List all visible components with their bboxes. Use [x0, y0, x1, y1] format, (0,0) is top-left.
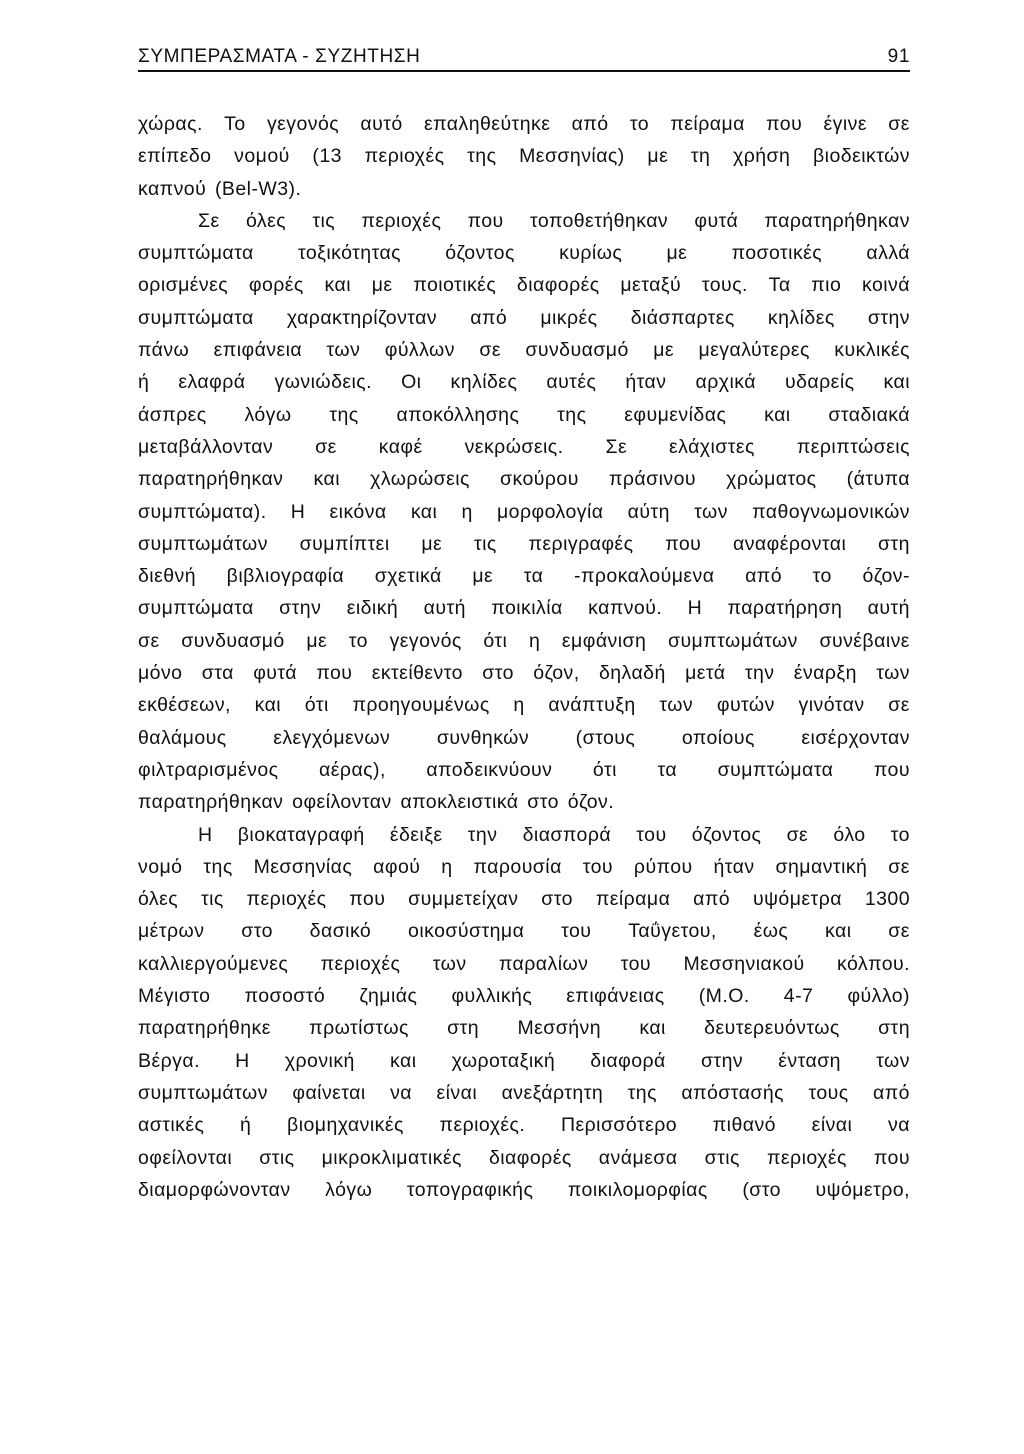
text-line: πάνω επιφάνεια των φύλλων σε συνδυασμό με μεγαλύτερες κυκλικές [138, 339, 910, 362]
text-line: θαλάμους ελεγχόμενων συνθηκών (στους οποίους εισέρχονταν [138, 726, 910, 749]
text-line: διαμορφώνονταν λόγω τοπογραφικής ποικιλομορφίας (στο υψόμετρο, [138, 1178, 910, 1201]
text-line: μόνο στα φυτά που εκτείθεντο στο όζον, δηλαδή μετά την έναρξη των [138, 662, 910, 685]
text-line: συμπτωμάτων φαίνεται να είναι ανεξάρτητη της απόστασής τους από [138, 1081, 910, 1104]
text-line: οφείλονται στις μικροκλιματικές διαφορές ανάμεσα στις περιοχές που [138, 1146, 910, 1169]
text-line: χώρας. Το γεγονός αυτό επαληθεύτηκε από το πείραμα που έγινε σε [138, 113, 910, 135]
text-line: φιλτραρισμένος αέρας), αποδεικνύουν ότι τα συμπτώματα που [138, 758, 910, 781]
text-line: Μέγιστο ποσοστό ζημιάς φυλλικής επιφάνειας (Μ.Ο. 4-7 φύλλο) [138, 985, 910, 1008]
text-line: συμπτωμάτων συμπίπτει με τις περιγραφές που αναφέρονται στη [138, 532, 910, 555]
page-number: 91 [887, 46, 910, 67]
text-line: Η βιοκαταγραφή έδειξε την διασπορά του όζοντος σε όλο το [198, 823, 910, 846]
chapter-title: ΣΥΜΠΕΡΑΣΜΑΤΑ - ΣΥΖΗΤΗΣΗ [138, 46, 421, 67]
text-line: μεταβάλλονταν σε καφέ νεκρώσεις. Σε ελάχιστες περιπτώσεις [138, 435, 910, 458]
text-line: καλλιεργούμενες περιοχές των παραλίων του Μεσσηνιακού κόλπου. [138, 952, 910, 975]
running-header [138, 40, 910, 72]
text-line: Σε όλες τις περιοχές που τοποθετήθηκαν φυτά παρατηρήθηκαν [198, 209, 910, 232]
text-line: εκθέσεων, και ότι προηγουμένως η ανάπτυξη των φυτών γινόταν σε [138, 694, 910, 717]
text-line: αστικές ή βιομηχανικές περιοχές. Περισσότερο πιθανό είναι να [138, 1114, 910, 1137]
text-line: ορισμένες φορές και με ποιοτικές διαφορές μεταξύ τους. Τα πιο κοινά [138, 274, 910, 297]
text-line: επίπεδο νομού (13 περιοχές της Μεσσηνίας) με τη χρήση βιοδεικτών [138, 145, 910, 168]
text-line: Βέργα. Η χρονική και χωροταξική διαφορά στην ένταση των [138, 1049, 910, 1072]
text-line: συμπτώματα στην ειδική αυτή ποικιλία καπνού. Η παρατήρηση αυτή [138, 597, 910, 620]
text-line: παρατηρήθηκαν οφείλονταν αποκλειστικά στο όζον. [138, 791, 615, 814]
text-line: σε συνδυασμό με το γεγονός ότι η εμφάνιση συμπτωμάτων συνέβαινε [138, 629, 910, 652]
text-line: συμπτώματα). Η εικόνα και η μορφολογία αύτη των παθογνωμονικών [138, 500, 910, 523]
text-line: καπνού (Bel-W3). [138, 177, 302, 200]
text-line: παρατηρήθηκε πρωτίστως στη Μεσσήνη και δευτερευόντως στη [138, 1017, 910, 1040]
text-line: μέτρων στο δασικό οικοσύστημα του Ταΰγετου, έως και σε [138, 920, 910, 943]
text-line: διεθνή βιβλιογραφία σχετικά με τα -προκαλούμενα από το όζον- [138, 565, 910, 588]
document-page [138, 40, 910, 1206]
text-line: νομό της Μεσσηνίας αφού η παρουσία του ρύπου ήταν σημαντική σε [138, 855, 910, 878]
text-line: ή ελαφρά γωνιώδεις. Οι κηλίδες αυτές ήταν αρχικά υδαρείς και [138, 371, 910, 394]
text-line: συμπτώματα χαρακτηρίζονταν από μικρές διάσπαρτες κηλίδες στην [138, 306, 910, 329]
text-line: παρατηρήθηκαν και χλωρώσεις σκούρου πράσινου χρώματος (άτυπα [138, 468, 910, 491]
text-line: συμπτώματα τοξικότητας όζοντος κυρίως με ποσοτικές αλλά [138, 242, 910, 265]
body-text [138, 108, 910, 1206]
text-line: άσπρες λόγω της αποκόλλησης της εφυμενίδας και σταδιακά [138, 403, 910, 426]
text-line: όλες τις περιοχές που συμμετείχαν στο πείραμα από υψόμετρα 1300 [138, 888, 910, 911]
